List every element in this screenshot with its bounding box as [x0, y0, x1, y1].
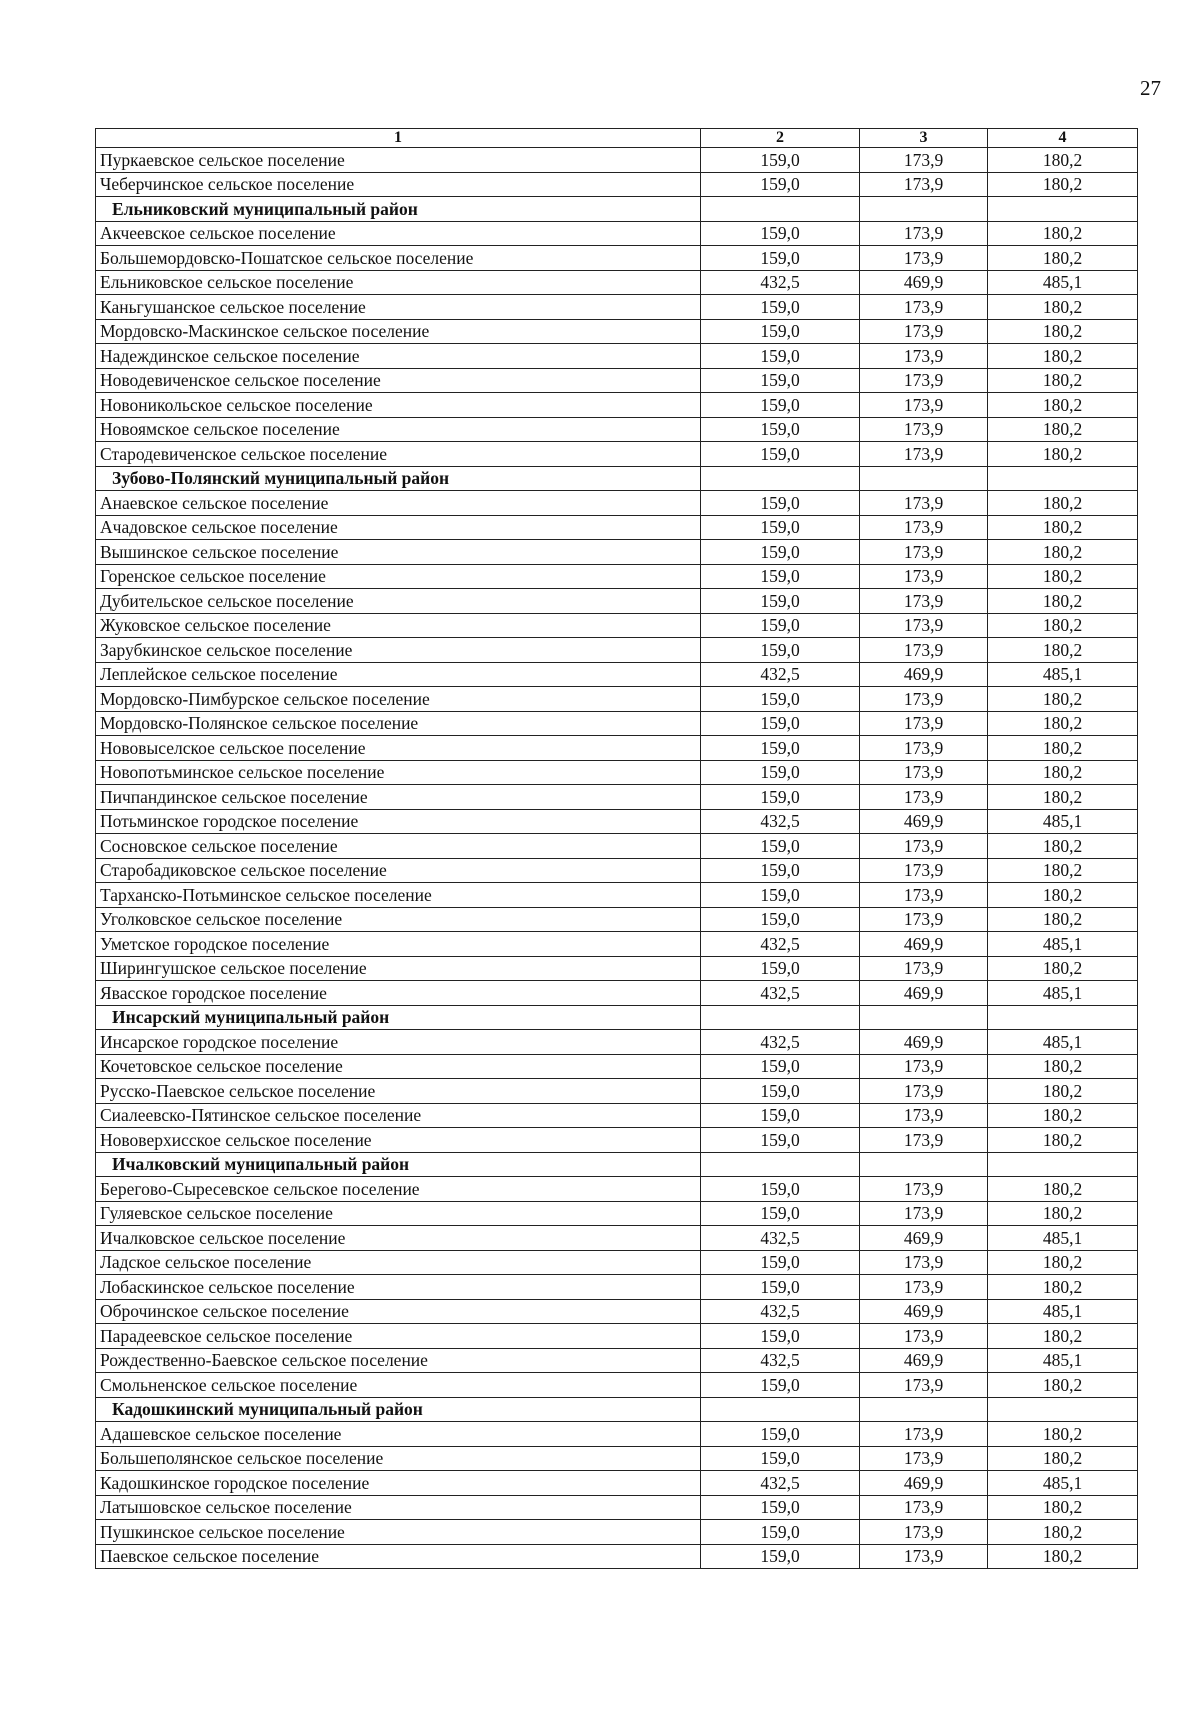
value-col-2: 159,0 [701, 442, 860, 467]
value-col-4: 180,2 [988, 1250, 1138, 1275]
table-row [96, 1348, 1138, 1373]
value-col-4 [988, 466, 1138, 491]
value-col-4: 180,2 [988, 172, 1138, 197]
settlement-name: Адашевское сельское поселение [96, 1422, 701, 1447]
value-col-3: 173,9 [860, 1250, 988, 1275]
column-header-3: 3 [860, 129, 988, 148]
value-col-3: 469,9 [860, 1226, 988, 1251]
value-col-4 [988, 1152, 1138, 1177]
value-col-3: 173,9 [860, 221, 988, 246]
settlement-name: Пуркаевское сельское поселение [96, 148, 701, 173]
table-row [96, 1299, 1138, 1324]
settlement-name: Новопотьминское сельское поселение [96, 760, 701, 785]
value-col-2: 159,0 [701, 736, 860, 761]
value-col-2: 159,0 [701, 1324, 860, 1349]
value-col-2: 159,0 [701, 491, 860, 516]
value-col-4: 180,2 [988, 1201, 1138, 1226]
value-col-4: 180,2 [988, 1520, 1138, 1545]
value-col-3: 173,9 [860, 1103, 988, 1128]
value-col-4: 180,2 [988, 1422, 1138, 1447]
value-col-4: 180,2 [988, 221, 1138, 246]
value-col-4: 180,2 [988, 1103, 1138, 1128]
value-col-4: 180,2 [988, 1079, 1138, 1104]
settlement-name: Оброчинское сельское поселение [96, 1299, 701, 1324]
column-header-4: 4 [988, 129, 1138, 148]
value-col-3: 173,9 [860, 1544, 988, 1569]
settlement-name: Уголковское сельское поселение [96, 907, 701, 932]
value-col-4: 180,2 [988, 319, 1138, 344]
settlement-name: Пичпандинское сельское поселение [96, 785, 701, 810]
table-row [96, 1201, 1138, 1226]
table-row [96, 907, 1138, 932]
value-col-3: 173,9 [860, 417, 988, 442]
value-col-3: 173,9 [860, 344, 988, 369]
value-col-2: 432,5 [701, 1030, 860, 1055]
value-col-2 [701, 1005, 860, 1030]
settlement-name: Акчеевское сельское поселение [96, 221, 701, 246]
value-col-3: 469,9 [860, 1348, 988, 1373]
settlement-name: Уметское городское поселение [96, 932, 701, 957]
settlement-name: Старобадиковское сельское поселение [96, 858, 701, 883]
value-col-3: 173,9 [860, 1324, 988, 1349]
value-col-4: 180,2 [988, 1324, 1138, 1349]
value-col-3: 173,9 [860, 246, 988, 271]
value-col-3: 469,9 [860, 809, 988, 834]
value-col-2: 159,0 [701, 760, 860, 785]
value-col-3: 173,9 [860, 834, 988, 859]
value-col-4: 180,2 [988, 1544, 1138, 1569]
value-col-4: 485,1 [988, 1030, 1138, 1055]
value-col-3 [860, 197, 988, 222]
table-row [96, 148, 1138, 173]
value-col-2: 159,0 [701, 246, 860, 271]
settlement-name: Стародевиченское сельское поселение [96, 442, 701, 467]
settlement-name: Чеберчинское сельское поселение [96, 172, 701, 197]
value-col-3 [860, 1397, 988, 1422]
table-row [96, 1324, 1138, 1349]
value-col-4: 485,1 [988, 1471, 1138, 1496]
settlement-name: Инсарское городское поселение [96, 1030, 701, 1055]
settlement-name: Новоямское сельское поселение [96, 417, 701, 442]
settlement-name: Анаевское сельское поселение [96, 491, 701, 516]
table-row [96, 1495, 1138, 1520]
value-col-4: 180,2 [988, 1275, 1138, 1300]
value-col-3: 173,9 [860, 1079, 988, 1104]
value-col-3: 173,9 [860, 613, 988, 638]
value-col-2: 159,0 [701, 711, 860, 736]
settlement-name: Гуляевское сельское поселение [96, 1201, 701, 1226]
settlement-name: Зарубкинское сельское поселение [96, 638, 701, 663]
value-col-3: 173,9 [860, 736, 988, 761]
value-col-2 [701, 1397, 860, 1422]
value-col-3: 173,9 [860, 295, 988, 320]
value-col-3 [860, 1152, 988, 1177]
value-col-4: 485,1 [988, 1348, 1138, 1373]
value-col-4: 180,2 [988, 246, 1138, 271]
header-row [96, 129, 1138, 148]
value-col-3: 173,9 [860, 1373, 988, 1398]
value-col-4: 180,2 [988, 956, 1138, 981]
value-col-4: 180,2 [988, 907, 1138, 932]
value-col-4: 485,1 [988, 981, 1138, 1006]
value-col-2: 432,5 [701, 662, 860, 687]
value-col-3: 469,9 [860, 1471, 988, 1496]
settlement-name: Мордовско-Полянское сельское поселение [96, 711, 701, 736]
table-row [96, 736, 1138, 761]
table-row [96, 515, 1138, 540]
value-col-4: 180,2 [988, 491, 1138, 516]
settlement-name: Потьминское городское поселение [96, 809, 701, 834]
value-col-4: 180,2 [988, 858, 1138, 883]
settlement-name: Ельниковское сельское поселение [96, 270, 701, 295]
value-col-4: 180,2 [988, 687, 1138, 712]
value-col-4: 485,1 [988, 1299, 1138, 1324]
table-row [96, 1544, 1138, 1569]
page-number: 27 [1140, 76, 1161, 100]
value-col-2: 159,0 [701, 907, 860, 932]
value-col-3: 173,9 [860, 1446, 988, 1471]
value-col-3: 469,9 [860, 932, 988, 957]
value-col-4: 180,2 [988, 1373, 1138, 1398]
value-col-4: 180,2 [988, 417, 1138, 442]
value-col-2: 159,0 [701, 148, 860, 173]
settlement-name: Новоникольское сельское поселение [96, 393, 701, 418]
table-body [96, 148, 1138, 1569]
value-col-4: 180,2 [988, 760, 1138, 785]
value-col-3: 469,9 [860, 1299, 988, 1324]
settlement-name: Каньгушанское сельское поселение [96, 295, 701, 320]
value-col-2: 432,5 [701, 932, 860, 957]
value-col-4: 180,2 [988, 785, 1138, 810]
settlement-name: Вышинское сельское поселение [96, 540, 701, 565]
table-row [96, 442, 1138, 467]
value-col-2: 159,0 [701, 1544, 860, 1569]
value-col-2: 159,0 [701, 172, 860, 197]
value-col-3: 173,9 [860, 1177, 988, 1202]
value-col-4: 180,2 [988, 736, 1138, 761]
settlement-name: Смольненское сельское поселение [96, 1373, 701, 1398]
value-col-4: 180,2 [988, 589, 1138, 614]
value-col-2: 159,0 [701, 1103, 860, 1128]
table-row [96, 1054, 1138, 1079]
value-col-2: 159,0 [701, 834, 860, 859]
table-row [96, 662, 1138, 687]
value-col-3: 173,9 [860, 393, 988, 418]
value-col-4: 180,2 [988, 148, 1138, 173]
value-col-2: 159,0 [701, 1422, 860, 1447]
settlement-name: Тарханско-Потьминское сельское поселение [96, 883, 701, 908]
table-row [96, 1422, 1138, 1447]
value-col-4: 180,2 [988, 1495, 1138, 1520]
value-col-4: 180,2 [988, 368, 1138, 393]
table-row [96, 1520, 1138, 1545]
value-col-4: 485,1 [988, 270, 1138, 295]
table-row [96, 1079, 1138, 1104]
district-name: Ичалковский муниципальный район [96, 1152, 701, 1177]
value-col-3: 173,9 [860, 1054, 988, 1079]
table-row [96, 417, 1138, 442]
value-col-3: 173,9 [860, 785, 988, 810]
settlement-name: Ладское сельское поселение [96, 1250, 701, 1275]
value-col-4: 180,2 [988, 1446, 1138, 1471]
value-col-4: 485,1 [988, 932, 1138, 957]
value-col-2: 159,0 [701, 687, 860, 712]
district-name: Инсарский муниципальный район [96, 1005, 701, 1030]
value-col-4: 180,2 [988, 540, 1138, 565]
value-col-2: 159,0 [701, 1201, 860, 1226]
value-col-2: 432,5 [701, 1299, 860, 1324]
table-row [96, 883, 1138, 908]
settlement-name: Ачадовское сельское поселение [96, 515, 701, 540]
value-col-4: 180,2 [988, 344, 1138, 369]
table-row [96, 687, 1138, 712]
value-col-2: 159,0 [701, 1054, 860, 1079]
value-col-2: 159,0 [701, 221, 860, 246]
settlement-name: Ширингушское сельское поселение [96, 956, 701, 981]
value-col-2: 432,5 [701, 1348, 860, 1373]
value-col-2 [701, 1152, 860, 1177]
value-col-3: 173,9 [860, 319, 988, 344]
table-row [96, 613, 1138, 638]
table-row [96, 785, 1138, 810]
value-col-3: 173,9 [860, 589, 988, 614]
settlement-name: Нововерхисское сельское поселение [96, 1128, 701, 1153]
table-row [96, 1446, 1138, 1471]
table-row [96, 638, 1138, 663]
value-col-3: 173,9 [860, 148, 988, 173]
table-row [96, 932, 1138, 957]
table-row [96, 393, 1138, 418]
table-row [96, 368, 1138, 393]
settlement-name: Надеждинское сельское поселение [96, 344, 701, 369]
value-col-2: 159,0 [701, 1250, 860, 1275]
value-col-2: 159,0 [701, 319, 860, 344]
value-col-4 [988, 1005, 1138, 1030]
district-row [96, 466, 1138, 491]
settlement-name: Мордовско-Пимбурское сельское поселение [96, 687, 701, 712]
settlement-name: Кадошкинское городское поселение [96, 1471, 701, 1496]
table-row [96, 711, 1138, 736]
value-col-3: 173,9 [860, 1520, 988, 1545]
value-col-3: 173,9 [860, 956, 988, 981]
table-row [96, 1471, 1138, 1496]
value-col-3: 173,9 [860, 491, 988, 516]
settlement-name: Берегово-Сыресевское сельское поселение [96, 1177, 701, 1202]
value-col-2: 159,0 [701, 368, 860, 393]
value-col-3: 173,9 [860, 858, 988, 883]
settlement-name: Горенское сельское поселение [96, 564, 701, 589]
value-col-3: 173,9 [860, 1201, 988, 1226]
value-col-2: 159,0 [701, 295, 860, 320]
value-col-4: 180,2 [988, 515, 1138, 540]
value-col-2: 159,0 [701, 1128, 860, 1153]
value-col-2: 159,0 [701, 638, 860, 663]
value-col-2: 159,0 [701, 1079, 860, 1104]
settlement-name: Сиалеевско-Пятинское сельское поселение [96, 1103, 701, 1128]
value-col-2: 159,0 [701, 785, 860, 810]
table-row [96, 319, 1138, 344]
value-col-4: 180,2 [988, 564, 1138, 589]
value-col-2: 159,0 [701, 1446, 860, 1471]
settlement-name: Большемордовско-Пошатское сельское поселение [96, 246, 701, 271]
settlement-name: Новодевиченское сельское поселение [96, 368, 701, 393]
value-col-2: 159,0 [701, 858, 860, 883]
value-col-3: 173,9 [860, 638, 988, 663]
settlement-name: Нововыселское сельское поселение [96, 736, 701, 761]
value-col-3: 173,9 [860, 760, 988, 785]
table-row [96, 956, 1138, 981]
settlement-name: Сосновское сельское поселение [96, 834, 701, 859]
value-col-3: 173,9 [860, 1495, 988, 1520]
value-col-3 [860, 466, 988, 491]
table-row [96, 1373, 1138, 1398]
table-row [96, 491, 1138, 516]
value-col-3: 469,9 [860, 1030, 988, 1055]
district-row [96, 1397, 1138, 1422]
settlement-name: Рождественно-Баевское сельское поселение [96, 1348, 701, 1373]
value-col-4: 485,1 [988, 809, 1138, 834]
value-col-3: 173,9 [860, 515, 988, 540]
table-row [96, 295, 1138, 320]
value-col-2: 159,0 [701, 1495, 860, 1520]
value-col-2: 159,0 [701, 564, 860, 589]
table-row [96, 1128, 1138, 1153]
settlement-name: Латышовское сельское поселение [96, 1495, 701, 1520]
value-col-2: 432,5 [701, 1226, 860, 1251]
value-col-4: 180,2 [988, 883, 1138, 908]
value-col-3: 173,9 [860, 540, 988, 565]
settlement-name: Большеполянское сельское поселение [96, 1446, 701, 1471]
value-col-3: 469,9 [860, 270, 988, 295]
value-col-4 [988, 1397, 1138, 1422]
table-row [96, 344, 1138, 369]
table-row [96, 221, 1138, 246]
table-row [96, 1177, 1138, 1202]
value-col-2 [701, 197, 860, 222]
value-col-4: 180,2 [988, 1177, 1138, 1202]
table-row [96, 1250, 1138, 1275]
value-col-3: 469,9 [860, 662, 988, 687]
table-row [96, 809, 1138, 834]
column-header-1: 1 [96, 129, 701, 148]
table-row [96, 1275, 1138, 1300]
settlement-name: Парадеевское сельское поселение [96, 1324, 701, 1349]
district-name: Зубово-Полянский муниципальный район [96, 466, 701, 491]
table-row [96, 246, 1138, 271]
table-row [96, 589, 1138, 614]
value-col-3: 173,9 [860, 442, 988, 467]
table-row [96, 270, 1138, 295]
value-col-2: 159,0 [701, 515, 860, 540]
district-name: Ельниковский муниципальный район [96, 197, 701, 222]
settlement-name: Кочетовское сельское поселение [96, 1054, 701, 1079]
table-row [96, 540, 1138, 565]
settlement-name: Мордовско-Маскинское сельское поселение [96, 319, 701, 344]
settlement-name: Лобаскинское сельское поселение [96, 1275, 701, 1300]
value-col-2: 159,0 [701, 883, 860, 908]
settlement-name: Русско-Паевское сельское поселение [96, 1079, 701, 1104]
settlement-name: Паевское сельское поселение [96, 1544, 701, 1569]
settlement-name: Жуковское сельское поселение [96, 613, 701, 638]
value-col-2: 159,0 [701, 1520, 860, 1545]
value-col-3: 173,9 [860, 907, 988, 932]
value-col-4: 180,2 [988, 613, 1138, 638]
value-col-2: 159,0 [701, 1275, 860, 1300]
table-row [96, 1226, 1138, 1251]
value-col-4: 180,2 [988, 638, 1138, 663]
table-row [96, 1103, 1138, 1128]
value-col-2: 159,0 [701, 344, 860, 369]
value-col-2: 159,0 [701, 393, 860, 418]
value-col-2: 159,0 [701, 613, 860, 638]
settlement-name: Явасское городское поселение [96, 981, 701, 1006]
table-row [96, 1030, 1138, 1055]
value-col-2: 159,0 [701, 956, 860, 981]
table-row [96, 981, 1138, 1006]
value-col-4 [988, 197, 1138, 222]
value-col-3: 173,9 [860, 564, 988, 589]
value-col-3: 469,9 [860, 981, 988, 1006]
settlement-name: Леплейское сельское поселение [96, 662, 701, 687]
value-col-4: 180,2 [988, 1128, 1138, 1153]
value-col-2: 159,0 [701, 589, 860, 614]
column-header-2: 2 [701, 129, 860, 148]
table-row [96, 172, 1138, 197]
value-col-4: 485,1 [988, 662, 1138, 687]
value-col-2 [701, 466, 860, 491]
value-col-4: 180,2 [988, 393, 1138, 418]
data-table [95, 128, 1138, 1569]
value-col-3: 173,9 [860, 687, 988, 712]
table-row [96, 858, 1138, 883]
value-col-2: 432,5 [701, 809, 860, 834]
value-col-2: 159,0 [701, 1373, 860, 1398]
value-col-4: 180,2 [988, 711, 1138, 736]
value-col-3: 173,9 [860, 1275, 988, 1300]
value-col-4: 180,2 [988, 295, 1138, 320]
value-col-2: 432,5 [701, 981, 860, 1006]
table-row [96, 760, 1138, 785]
value-col-4: 180,2 [988, 442, 1138, 467]
value-col-3 [860, 1005, 988, 1030]
value-col-4: 180,2 [988, 834, 1138, 859]
value-col-4: 180,2 [988, 1054, 1138, 1079]
value-col-3: 173,9 [860, 883, 988, 908]
value-col-2: 159,0 [701, 1177, 860, 1202]
district-row [96, 197, 1138, 222]
value-col-4: 485,1 [988, 1226, 1138, 1251]
value-col-3: 173,9 [860, 711, 988, 736]
table-row [96, 564, 1138, 589]
settlement-name: Пушкинское сельское поселение [96, 1520, 701, 1545]
value-col-3: 173,9 [860, 172, 988, 197]
value-col-3: 173,9 [860, 1422, 988, 1447]
district-row [96, 1152, 1138, 1177]
district-row [96, 1005, 1138, 1030]
value-col-3: 173,9 [860, 1128, 988, 1153]
value-col-2: 159,0 [701, 540, 860, 565]
settlement-name: Ичалковское сельское поселение [96, 1226, 701, 1251]
value-col-2: 159,0 [701, 417, 860, 442]
settlement-name: Дубительское сельское поселение [96, 589, 701, 614]
district-name: Кадошкинский муниципальный район [96, 1397, 701, 1422]
value-col-2: 432,5 [701, 270, 860, 295]
value-col-3: 173,9 [860, 368, 988, 393]
value-col-2: 432,5 [701, 1471, 860, 1496]
table-row [96, 834, 1138, 859]
